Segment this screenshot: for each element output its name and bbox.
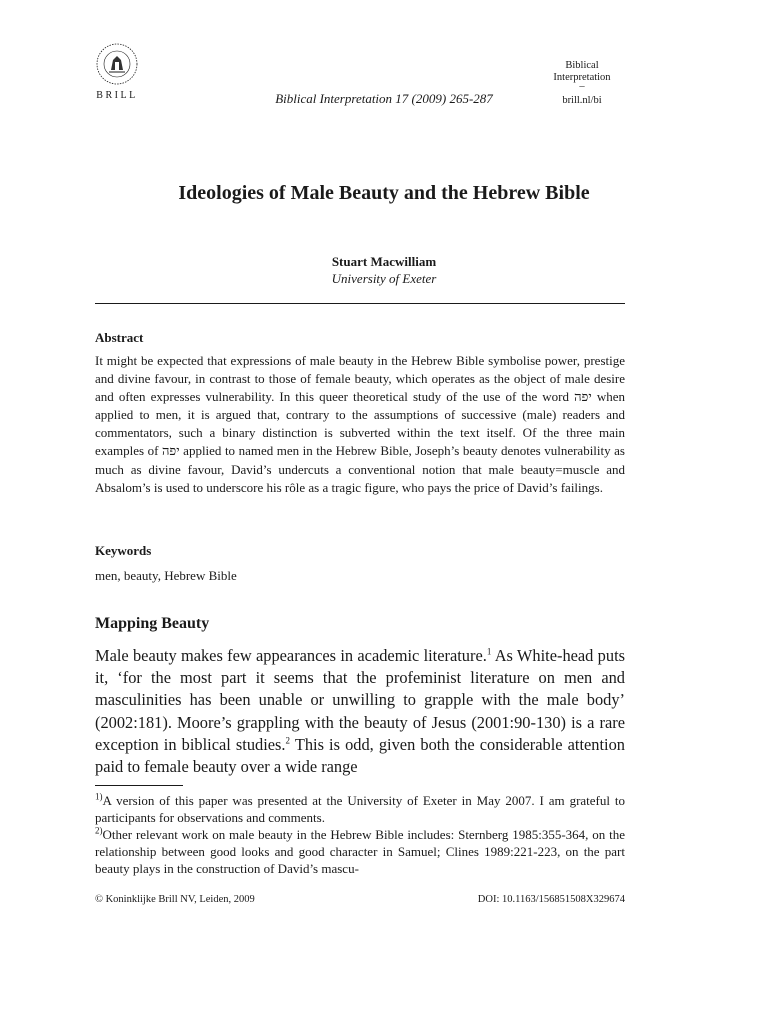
keywords-text: men, beauty, Hebrew Bible: [95, 568, 237, 583]
journal-website-link[interactable]: brill.nl/bi: [562, 95, 602, 106]
title-divider: [95, 303, 625, 304]
section-heading: Mapping Beauty: [95, 615, 210, 632]
hebrew-word: יפה: [574, 389, 592, 405]
brill-seal-icon: [95, 42, 139, 86]
author-affiliation: University of Exeter: [331, 271, 437, 286]
abstract-text: It might be expected that expressions of male beauty in the Hebrew Bible symbolise power, prestige and divine favour, in contrast to those of female beauty, which operates as the object of male desire and often expresses vulnerability. In this queer theoretical study of the use of the word יפה when applied to men, it is argued that, contrary to the assumptions of successive (male) readers and commentators, such a binary distinction is subverted within the text itself. Of the three main examples of יפה applied to named men in the Hebrew Bible, Joseph’s beauty denotes vulnerability as much as divine favour, David’s undercuts a conventional notion that male beauty=muscle and Absalom’s is used to underscore his rôle as a tragic figure, who pays the price of David’s failings.: [95, 353, 625, 495]
author-name: Stuart Macwilliam: [331, 254, 437, 269]
footnote-ref-1[interactable]: 1: [486, 646, 492, 657]
footnote-2: $^{2)}$Other relevant work on male beauty in the Hebrew Bible includes: Sternberg 1985:355-364, on the relationship between good looks and good character in Samuel; Clines 1989:221-223, on the part beauty plays in the construction of David’s mascu-: [95, 825, 625, 876]
article-title: Ideologies of Male Beauty and the Hebrew Bible: [178, 182, 590, 204]
copyright-notice: © Koninklijke Brill NV, Leiden, 2009: [95, 894, 255, 905]
journal-block-line1: Biblical: [565, 60, 599, 71]
footnote-ref-2[interactable]: 2: [285, 735, 291, 746]
footnote-divider: [95, 785, 183, 786]
journal-block-line2: Interpretation: [553, 72, 611, 83]
hebrew-word: יפה: [161, 443, 180, 459]
abstract-heading: Abstract: [95, 330, 144, 345]
body-paragraph: Male beauty makes few appearances in academic literature.$^1$ As White-head puts it, ‘for the most part it seems that the profeminist literature on men and masculinities has been unable or unwilling to grapple with the male body’ (2002:181). Moore’s grappling with the beauty of Jesus (2001:90-130) is a rare exception in biblical studies.$^2$ This is odd, given both the considerable attention paid to female beauty over a wide range: [95, 646, 625, 777]
publisher-name: BRILL: [96, 90, 138, 101]
footnotes: [95, 792, 625, 877]
journal-citation: Biblical Interpretation 17 (2009) 265-287: [275, 91, 493, 106]
doi[interactable]: DOI: 10.1163/156851508X329674: [477, 894, 625, 905]
footnote-1: $^{1)}$A version of this paper was presented at the University of Exeter in May 2007. I am grateful to participants for observations and comments.: [95, 791, 625, 825]
journal-block-dash: –: [579, 81, 585, 92]
keywords-heading: Keywords: [95, 543, 152, 558]
journal-block: [542, 60, 622, 107]
